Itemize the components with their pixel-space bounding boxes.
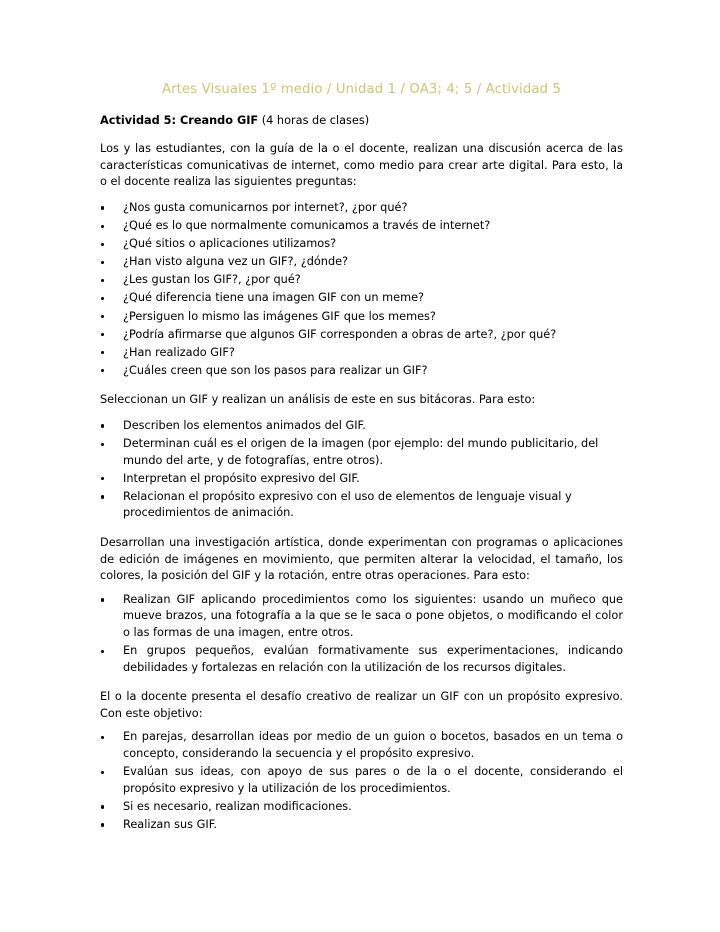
activity-heading bbox=[100, 114, 623, 129]
intro-paragraph: Los y las estudiantes, con la guía de la o el docente, realizan una discusión acerca de las características comunicativas de internet, como medio para crear arte digital. Para esto, la o el docente realiza las siguientes preguntas: bbox=[100, 142, 623, 189]
list-item: Describen los elementos animados del GIF. bbox=[100, 418, 623, 435]
list-item: Determinan cuál es el origen de la imagen (por ejemplo: del mundo publicitario, del mundo del arte, y de fotografías, entre otros). bbox=[100, 436, 623, 469]
activity-heading-bold: Actividad 5: Creando GIF bbox=[100, 113, 259, 127]
questions-list bbox=[100, 200, 623, 379]
challenge-paragraph: El o la docente presenta el desafío creativo de realizar un GIF con un propósito expresivo. Con este objetivo: bbox=[100, 690, 623, 720]
list-item: Evalúan sus ideas, con apoyo de sus pares o de la o el docente, considerando el propósito expresivo y la utilización de los procedimientos. bbox=[100, 764, 623, 797]
list-item: ¿Nos gusta comunicarnos por internet?, ¿por qué? bbox=[100, 200, 623, 217]
list-item: Realizan GIF aplicando procedimientos como los siguientes: usando un muñeco que mueve brazos, una fotografía a la que se le saca o pone objetos, o modificando el color o las formas de una imagen, entre otros. bbox=[100, 592, 623, 642]
challenge-list bbox=[100, 729, 623, 833]
list-item: ¿Persiguen lo mismo las imágenes GIF que los memes? bbox=[100, 309, 623, 326]
list-item: Interpretan el propósito expresivo del GIF. bbox=[100, 471, 623, 488]
list-item: En grupos pequeños, evalúan formativamente sus experimentaciones, indicando debilidades y fortalezas en relación con la utilización de los recursos digitales. bbox=[100, 643, 623, 676]
list-item: ¿Cuáles creen que son los pasos para realizar un GIF? bbox=[100, 363, 623, 380]
analysis-intro-paragraph: Seleccionan un GIF y realizan un análisis de este en sus bitácoras. Para esto: bbox=[100, 393, 536, 407]
list-item: Realizan sus GIF. bbox=[100, 817, 623, 834]
list-item: ¿Qué sitios o aplicaciones utilizamos? bbox=[100, 236, 623, 253]
research-paragraph: Desarrollan una investigación artística, donde experimentan con programas o aplicaciones de edición de imágenes en movimiento, que permiten alterar la velocidad, el tamaño, los colores, la posición del GIF y la rotación, entre otras operaciones. Para esto: bbox=[100, 536, 623, 583]
list-item: ¿Podría afirmarse que algunos GIF corresponden a obras de arte?, ¿por qué? bbox=[100, 327, 623, 344]
list-item: Si es necesario, realizan modificaciones. bbox=[100, 799, 623, 816]
list-item: ¿Han visto alguna vez un GIF?, ¿dónde? bbox=[100, 254, 623, 271]
list-item: ¿Qué es lo que normalmente comunicamos a través de internet? bbox=[100, 218, 623, 235]
page-title: Artes Visuales 1º medio / Unidad 1 / OA3; 4; 5 / Actividad 5 bbox=[161, 82, 562, 97]
list-item: ¿Han realizado GIF? bbox=[100, 345, 623, 362]
document-content bbox=[100, 0, 623, 835]
list-item: ¿Qué diferencia tiene una imagen GIF con un meme? bbox=[100, 290, 623, 307]
list-item: Relacionan el propósito expresivo con el uso de elementos de lenguaje visual y procedimientos de animación. bbox=[100, 489, 623, 522]
activity-heading-duration: (4 horas de clases) bbox=[258, 113, 370, 127]
list-item: ¿Les gustan los GIF?, ¿por qué? bbox=[100, 272, 623, 289]
list-item: En parejas, desarrollan ideas por medio de un guion o bocetos, basados en un tema o concepto, considerando la secuencia y el propósito expresivo. bbox=[100, 729, 623, 762]
analysis-list bbox=[100, 418, 623, 522]
research-list bbox=[100, 592, 623, 676]
